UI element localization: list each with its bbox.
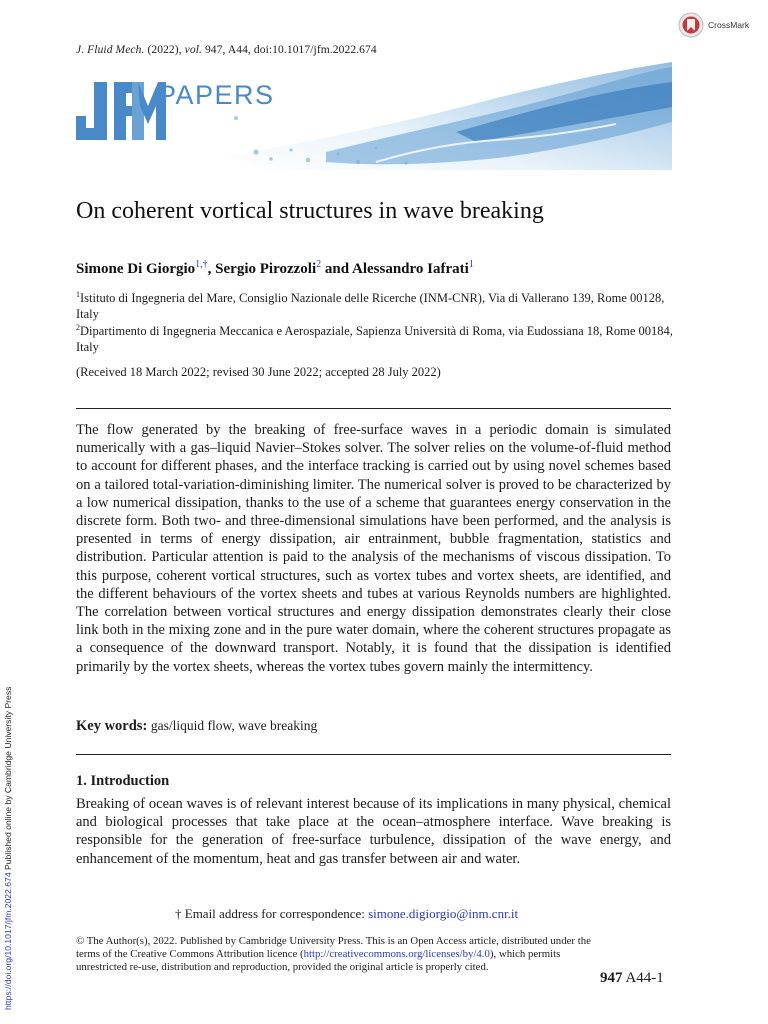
email-link[interactable]: simone.digiorgio@inm.cnr.it	[368, 906, 519, 921]
keywords-label: Key words:	[76, 718, 148, 734]
author-affil-marker[interactable]: 2	[316, 259, 322, 270]
divider	[76, 754, 671, 755]
affiliation-text: Istituto di Ingegneria del Mare, Consiglio Nazionale delle Ricerche (INM-CNR), Via di Vallerano 139, Rome 00128, Italy	[76, 291, 665, 321]
license-text: ), which permits unrestricted re-use, distribution and reproduction, provided the original article is properly cited.	[76, 948, 561, 973]
affiliation-number: 1	[76, 290, 80, 299]
sidebar-published-text: Published online by Cambridge University Press	[3, 686, 13, 873]
page-volume: 947	[600, 970, 623, 986]
crossmark-badge[interactable]	[678, 12, 749, 38]
license-notice	[76, 935, 596, 974]
author-name[interactable]: , Sergio Pirozzoli	[207, 261, 317, 277]
affiliation	[76, 320, 676, 355]
affiliation-text: Dipartimento di Ingegneria Meccanica e Aerospaziale, Sapienza Università di Roma, via Eudossiana 18, Rome 00184, Italy	[76, 324, 673, 354]
author-affil-marker[interactable]: 1,†	[195, 259, 208, 270]
page-article-number: A44-1	[625, 970, 664, 986]
received-dates: (Received 18 March 2022; revised 30 June 2022; accepted 28 July 2022)	[76, 365, 441, 379]
crossmark-label: CrossMark	[708, 20, 750, 30]
journal-citation	[76, 44, 377, 56]
keywords	[76, 718, 317, 735]
affiliation-number: 2	[76, 323, 80, 332]
keywords-value: gas/liquid flow, wave breaking	[150, 718, 318, 733]
journal-name: J. Fluid Mech.	[76, 44, 145, 56]
papers-logo-text: PAPERS	[158, 80, 275, 110]
abstract: The flow generated by the breaking of free-surface waves in a periodic domain is simulated numerically with a gas–liquid Navier–Stokes solver. The solver relies on the volume-of-fluid method to account for different phases, and the interface tracking is carried out by using novel schemes based on a tailored total-variation-diminishing limiter. The numerical solver is proved to be characterized by a low numerical dissipation, thanks to the use of a scheme that guarantees energy conservation in the discrete form. Both two- and three-dimensional simulations have been performed, and the analysis is presented in terms of energy dissipation, air entrainment, bubble fragmentation, statistics and distribution. Particular attention is paid to the analysis of the mechanisms of viscous dissipation. To this purpose, coherent vortical structures, such as vortex tubes and vortex sheets, are identified, and the different behaviours of the vortex sheets and tubes at various Reynolds numbers are highlighted. The correlation between vortical structures and energy dissipation demonstrates clearly their close link both in the mixing zone and in the pure water domain, where the coherent structures propagate as a consequence of the downward transport. Notably, it is found that the dissipation is identified primarily by the vortex sheets, whereas the vortex tubes govern mainly the intermittency.	[76, 422, 671, 675]
author-list	[76, 259, 474, 278]
jfm-logo	[76, 82, 166, 140]
section-body: Breaking of ocean waves is of relevant interest because of its implications in many physical, chemical and biological processes that take place at the ocean–atmosphere interface. Wave breaking is responsible for the generation of free-surface turbulence, dissipation of the wave energy, and enhancement of the momentum, heat and gas transfer between air and water.	[76, 796, 671, 867]
sidebar-doi	[3, 687, 13, 1010]
author-name[interactable]: and Alessandro Iafrati	[321, 261, 469, 277]
page-number	[600, 970, 664, 987]
affiliation	[76, 287, 676, 322]
author-affil-marker[interactable]: 1	[468, 259, 474, 270]
license-text: © The Author(s), 2022. Published by Cambridge University Press. This is an Open Access article, distributed under the terms of the Creative Commons Attribution licence (	[76, 935, 591, 960]
citation-vol-label: vol.	[184, 44, 202, 56]
sidebar-doi-link[interactable]: https://doi.org/10.1017/jfm.2022.674	[3, 872, 13, 1010]
correspondence-footnote	[175, 906, 518, 922]
journal-banner	[76, 62, 672, 170]
citation-details: 947, A44, doi:10.1017/jfm.2022.674	[201, 44, 377, 56]
article-title: On coherent vortical structures in wave breaking	[76, 198, 544, 224]
section-heading: 1. Introduction	[76, 773, 170, 789]
divider	[76, 408, 671, 409]
citation-year: (2022),	[144, 44, 185, 56]
author-name[interactable]: Simone Di Giorgio	[76, 261, 196, 277]
license-link[interactable]: http://creativecommons.org/licenses/by/4.0	[303, 948, 490, 960]
footnote-label: † Email address for correspondence:	[175, 906, 369, 921]
crossmark-icon	[678, 12, 704, 38]
